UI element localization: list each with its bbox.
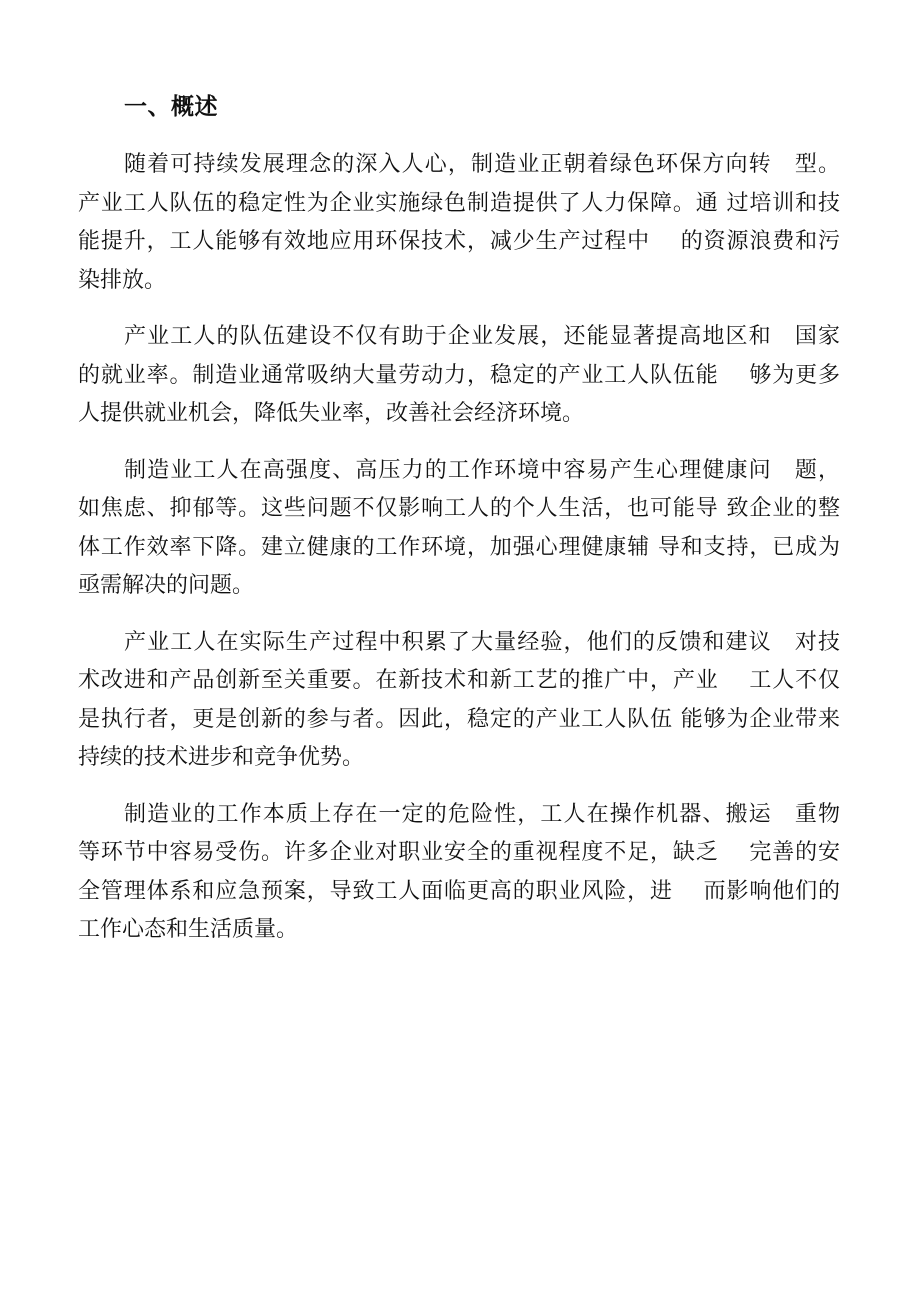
text-line: 亟需解决的问题。 <box>78 573 255 598</box>
text-line: 产业工人的队伍建设不仅有助于企业发展，还能显著提高地区和 国家 <box>124 324 840 349</box>
text-line: 制造业工人在高强度、高压力的工作环境中容易产生心理健康问 题， <box>124 457 840 483</box>
text-line: 产业工人在实际生产过程中积累了大量经验，他们的反馈和建议 对技 <box>124 629 840 655</box>
text-line: 是执行者，更是创新的参与者。因此，稳定的产业工人队伍 能够为企业带来 <box>78 706 840 732</box>
section-heading: 一、概述 <box>124 93 218 120</box>
text-line: 持续的技术进步和竞争优势。 <box>78 745 365 770</box>
paragraph-3 <box>78 452 840 606</box>
text-line: 体工作效率下降。建立健康的工作环境，加强心理健康辅 导和支持，已成为 <box>78 534 840 560</box>
text-line: 人提供就业机会，降低失业率，改善社会经济环境。 <box>78 401 585 426</box>
text-line: 能提升，工人能够有效地应用环保技术，减少生产过程中 的资源浪费和污 <box>78 229 840 254</box>
text-line: 等环节中容易受伤。许多企业对职业安全的重视程度不足，缺乏 完善的安 <box>78 840 840 865</box>
paragraph-5 <box>78 796 840 950</box>
paragraph-1 <box>78 146 840 300</box>
text-line: 染排放。 <box>78 267 167 293</box>
text-line: 全管理体系和应急预案，导致工人面临更高的职业风险，进 而影响他们的 <box>78 878 840 904</box>
text-line: 制造业的工作本质上存在一定的危险性，工人在操作机器、搬运 重物 <box>124 801 840 827</box>
text-line: 术改进和产品创新至关重要。在新技术和新工艺的推广中，产业 工人不仅 <box>78 668 840 693</box>
text-line: 如焦虑、抑郁等。这些问题不仅影响工人的个人生活，也可能导 致企业的整 <box>78 496 840 521</box>
body-text <box>78 146 840 968</box>
paragraph-4 <box>78 624 840 778</box>
text-line: 产业工人队伍的稳定性为企业实施绿色制造提供了人力保障。通 过培训和技 <box>78 190 840 216</box>
text-line: 随着可持续发展理念的深入人心，制造业正朝着绿色环保方向转 型。 <box>124 152 840 177</box>
paragraph-2 <box>78 318 840 434</box>
text-line: 工作心态和生活质量。 <box>78 917 299 942</box>
text-line: 的就业率。制造业通常吸纳大量劳动力，稳定的产业工人队伍能 够为更多 <box>78 362 840 388</box>
